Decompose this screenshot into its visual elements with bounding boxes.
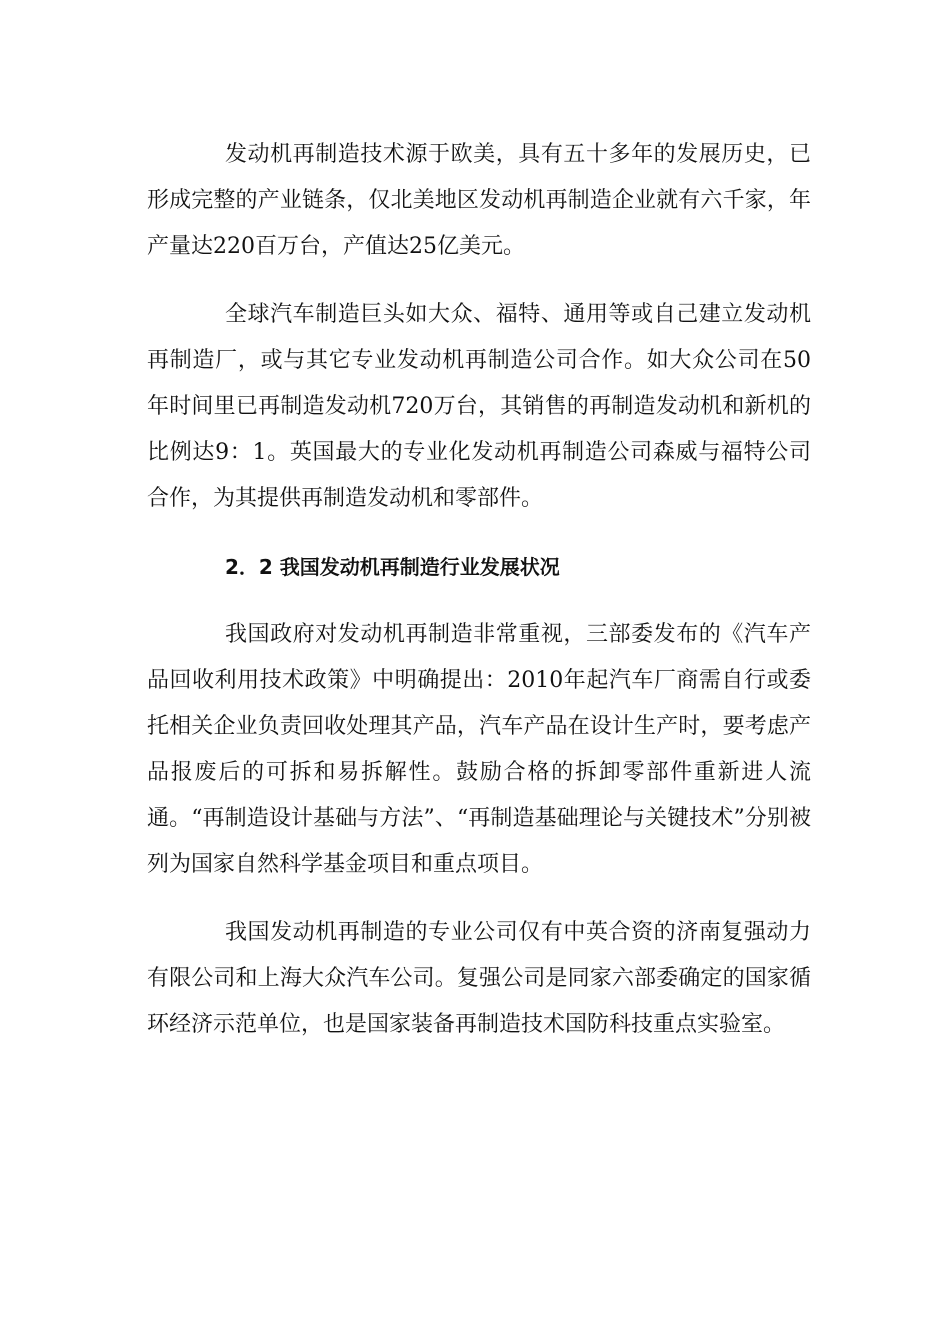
paragraph-government-policy: 我国政府对发动机再制造非常重视，三部委发布的《汽车产品回收利用技术政策》中明确提出：2010年起汽车厂商需自行或委托相关企业负责回收处理其产品，汽车产品在设计生产时，要考虑产品报废后的可拆和易拆解性。鼓励合格的拆卸零部件重新进人流通。“再制造设计基础与方法”、“再制造基础理论与关键技术”分别被列为国家自然科学基金项目和重点项目。 [147, 622, 811, 877]
paragraph-overseas-history: 发动机再制造技术源于欧美，具有五十多年的发展历史，已形成完整的产业链条，仅北美地区发动机再制造企业就有六千家，年产量达220百万台，产值达25亿美元。 [147, 142, 811, 259]
paragraph-global-manufacturers: 全球汽车制造巨头如大众、福特、通用等或自己建立发动机再制造厂，或与其它专业发动机再制造公司合作。如大众公司在50年时间里已再制造发动机720万台，其销售的再制造发动机和新机的比例达9：1。英国最大的专业化发动机再制造公司森威与福特公司合作，为其提供再制造发动机和零部件。 [147, 302, 811, 511]
section-heading: 2．2 我国发动机再制造行业发展状况 [225, 555, 560, 579]
paragraph-domestic-companies: 我国发动机再制造的专业公司仅有中英合资的济南复强动力有限公司和上海大众汽车公司。复强公司是同家六部委确定的国家循环经济示范单位，也是国家装备再制造技术国防科技重点实验室。 [147, 920, 811, 1037]
document-body [147, 132, 811, 1070]
